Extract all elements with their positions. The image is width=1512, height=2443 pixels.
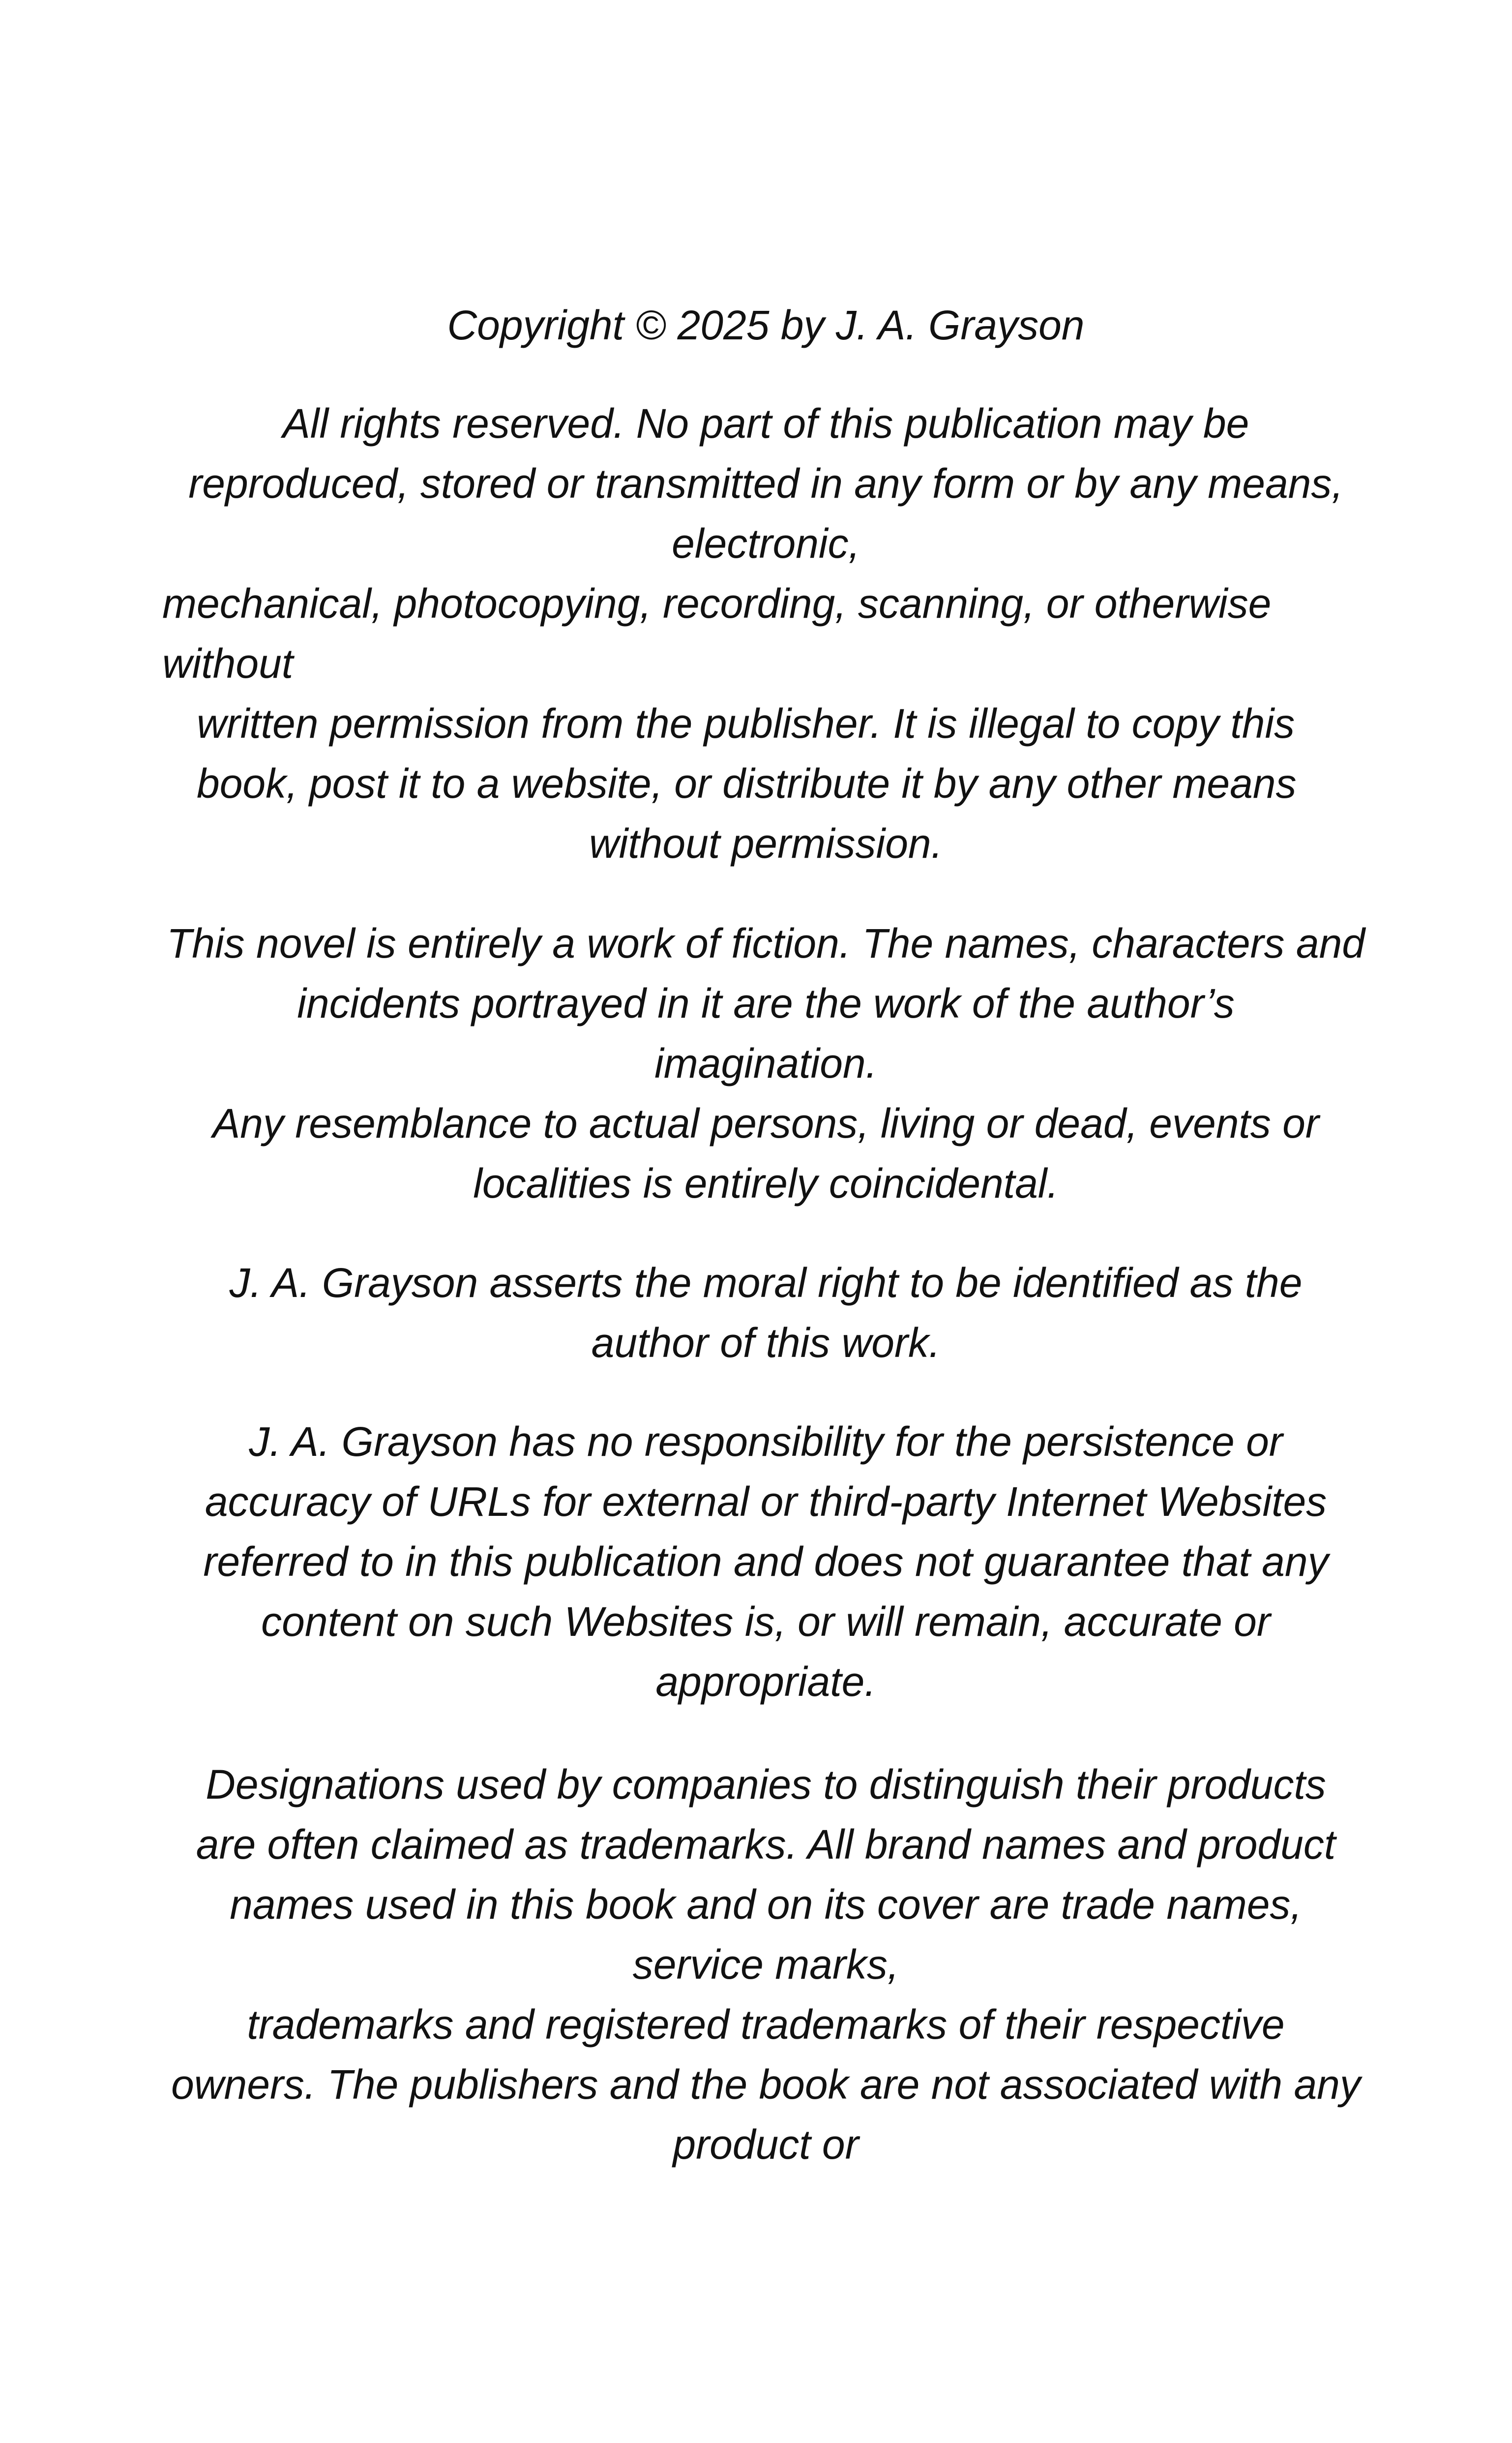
url-line: content on such Websites is, or will remain, accurate or — [261, 1599, 1271, 1645]
fiction-line: localities is entirely coincidental. — [473, 1160, 1059, 1206]
rights-line: All rights reserved. No part of this publication may be — [282, 400, 1249, 447]
rights-line: without — [162, 640, 294, 687]
copyright-notice — [162, 295, 1369, 355]
rights-line: written permission from the publisher. It is illegal to copy this — [197, 700, 1295, 747]
fiction-line: incidents portrayed in it are the work of the author’s — [297, 980, 1235, 1026]
copyright-line: Copyright © 2025 by J. A. Grayson — [447, 302, 1085, 348]
rights-line: reproduced, stored or transmitted in any form or by any means, — [188, 460, 1343, 507]
rights-line: mechanical, photocopying, recording, scanning, or otherwise — [162, 580, 1272, 627]
trademark-line: Designations used by companies to distinguish their products — [206, 1761, 1326, 1808]
moral-right-line: author of this work. — [591, 1320, 941, 1366]
url-line: J. A. Grayson has no responsibility for the persistence or — [249, 1418, 1283, 1465]
fiction-line: imagination. — [654, 1040, 877, 1086]
url-line: referred to in this publication and does not guarantee that any — [203, 1538, 1329, 1585]
trademark-line: product or — [673, 2121, 859, 2168]
trademark-line: names used in this book and on its cover are trade names, — [230, 1881, 1302, 1928]
fiction-line: Any resemblance to actual persons, living or dead, events or — [212, 1100, 1319, 1146]
url-disclaimer — [162, 1412, 1369, 1712]
rights-line: without permission. — [589, 820, 943, 867]
trademark-line: trademarks and registered trademarks of their respective — [247, 2001, 1285, 2048]
fiction-disclaimer — [162, 913, 1369, 1213]
rights-paragraph — [162, 393, 1369, 874]
trademark-notice — [162, 1754, 1369, 2174]
fiction-line: This novel is entirely a work of fiction. The names, characters and — [166, 920, 1365, 966]
url-line: appropriate. — [655, 1659, 876, 1705]
trademark-line: service marks, — [632, 1941, 899, 1988]
trademark-line: owners. The publishers and the book are not associated with any — [171, 2061, 1361, 2108]
trademark-line: are often claimed as trademarks. All brand names and product — [196, 1821, 1336, 1868]
moral-right-line: J. A. Grayson asserts the moral right to be identified as the — [229, 1260, 1303, 1306]
rights-line: book, post it to a website, or distribute it by any other means — [197, 760, 1297, 807]
url-line: accuracy of URLs for external or third-party Internet Websites — [205, 1478, 1327, 1525]
rights-line: electronic, — [672, 520, 860, 567]
moral-right-paragraph — [162, 1253, 1369, 1373]
